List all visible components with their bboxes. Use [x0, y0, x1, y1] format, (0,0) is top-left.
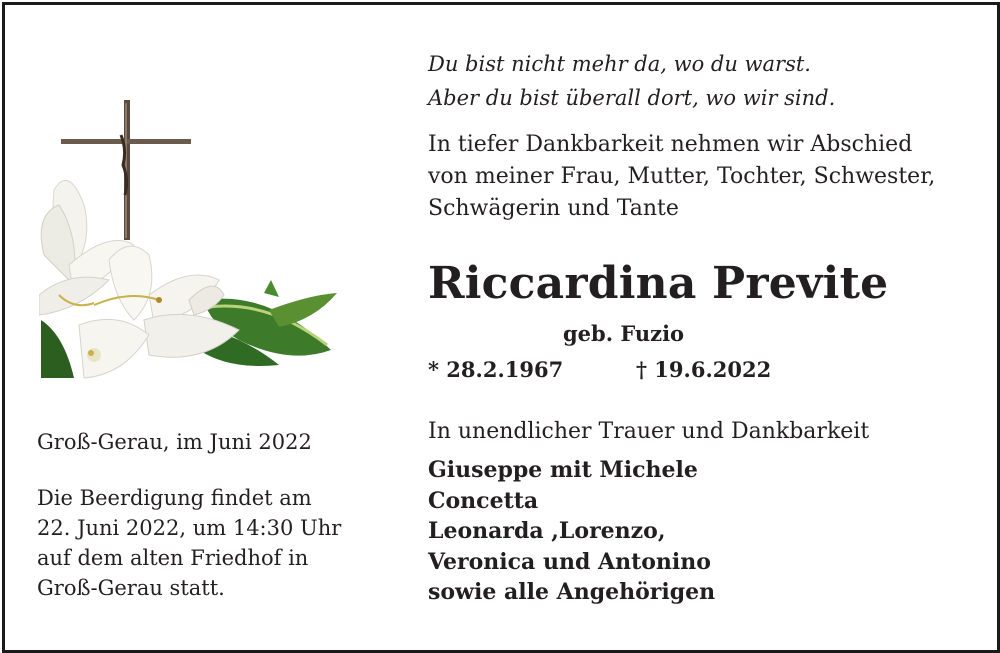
death-date: † 19.6.2022 [636, 357, 772, 382]
maiden-name: geb. Fuzio [563, 321, 685, 346]
mourners-list [428, 455, 973, 608]
farewell-line: In tiefer Dankbarkeit nehmen wir Abschied [428, 132, 913, 157]
quote-line: Du bist nicht mehr da, wo du warst. [428, 52, 811, 76]
farewell-line: Schwägerin und Tante [428, 196, 679, 221]
birth-date: * 28.2.1967 [428, 357, 564, 382]
mourner: Giuseppe mit Michele [428, 457, 698, 483]
mourner: sowie alle Angehörigen [428, 579, 716, 605]
obituary-notice [2, 2, 1000, 653]
farewell-line: von meiner Frau, Mutter, Tochter, Schwester, [428, 164, 936, 189]
mourning-line: In unendlicher Trauer und Dankbarkeit [428, 419, 870, 444]
mourner: Concetta [428, 487, 539, 514]
deceased-name: Riccardina Previte [428, 258, 889, 309]
cross-and-lilies-icon [39, 95, 339, 380]
memorial-quote [428, 47, 973, 115]
mourner: Veronica und Antonino [428, 548, 711, 575]
funeral-info [37, 483, 377, 603]
farewell-text [428, 129, 973, 225]
quote-line: Aber du bist überall dort, wo wir sind. [428, 86, 836, 110]
place-and-date: Groß-Gerau, im Juni 2022 [37, 430, 312, 454]
funeral-info-line: Die Beerdigung findet am [37, 486, 312, 510]
funeral-info-line: auf dem alten Friedhof in [37, 546, 309, 570]
funeral-info-line: 22. Juni 2022, um 14:30 Uhr [37, 516, 342, 540]
funeral-info-line: Groß-Gerau statt. [37, 576, 225, 600]
mourner: Leonarda ,Lorenzo, [428, 518, 666, 544]
